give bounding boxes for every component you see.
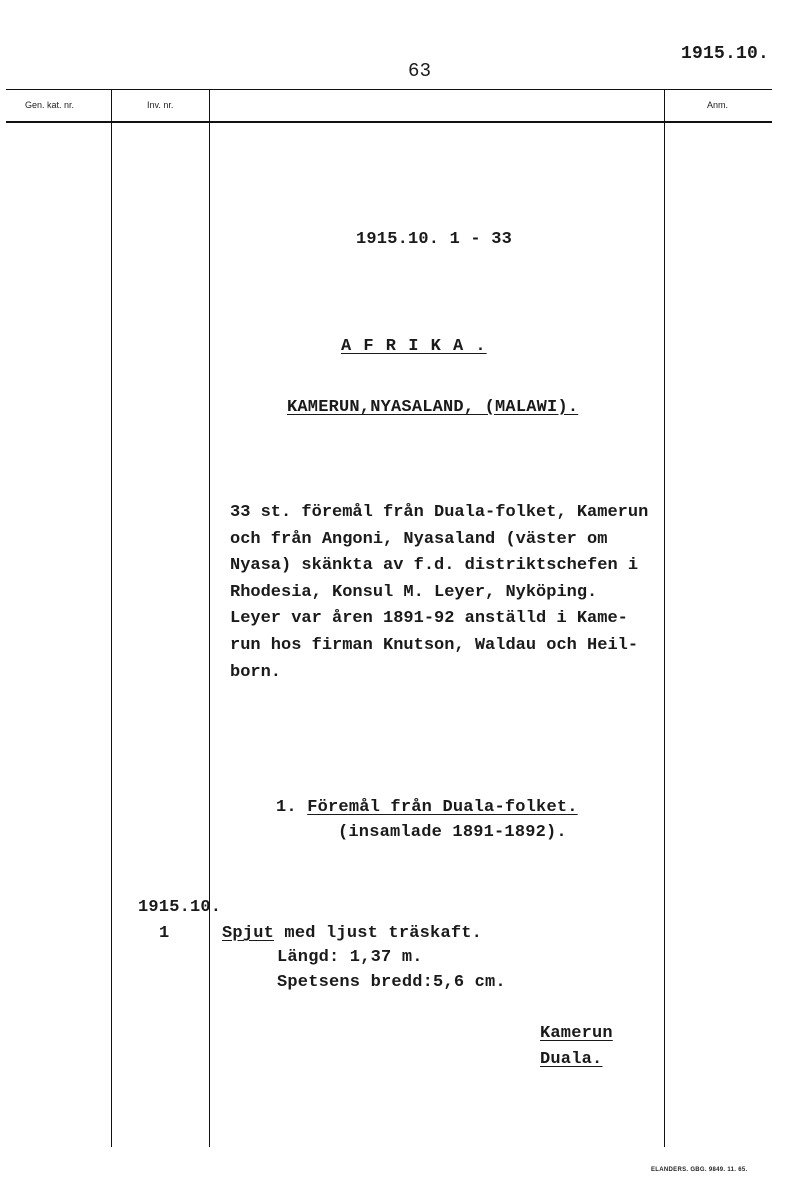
description-line: Leyer var åren 1891-92 anställd i Kame-: [230, 609, 628, 629]
section-title: Föremål från Duala-folket.: [307, 798, 578, 817]
column-rule-1: [111, 89, 112, 1147]
header-top-rule: [6, 89, 772, 90]
accession-number-header: 1915.10.: [681, 44, 770, 64]
item-origin-country: Kamerun: [540, 1024, 613, 1043]
column-header-inv: Inv. nr.: [147, 100, 174, 110]
continent-heading: A F R I K A .: [341, 337, 487, 356]
description-line: Nyasa) skänkta av f.d. distriktschefen i: [230, 556, 639, 576]
page-number: 63: [408, 60, 432, 82]
entry-description: [230, 500, 670, 686]
section-subtitle: (insamlade 1891-1892).: [338, 823, 567, 842]
header-bottom-rule: [6, 121, 772, 123]
column-rule-2: [209, 89, 210, 1147]
description-line: 33 st. föremål från Duala-folket, Kamerun: [230, 503, 649, 522]
item-length: Längd: 1,37 m.: [277, 948, 423, 967]
item-name-rest: med ljust träskaft.: [274, 924, 483, 943]
item-origin-people: Duala.: [540, 1050, 603, 1069]
region-heading: KAMERUN,NYASALAND, (MALAWI).: [287, 398, 579, 417]
description-line: och från Angoni, Nyasaland (väster om: [230, 529, 608, 549]
item-number: 1: [159, 924, 170, 943]
item-inv-prefix: 1915.10.: [138, 898, 222, 917]
item-title: [222, 924, 482, 943]
section-number: 1.: [276, 798, 297, 817]
item-tip-width: Spetsens bredd:5,6 cm.: [277, 973, 506, 992]
description-line: run hos firman Knutson, Waldau och Heil-: [230, 635, 639, 655]
section-heading: [276, 798, 578, 817]
column-header-gen-kat: Gen. kat. nr.: [25, 100, 75, 110]
item-name: Spjut: [222, 924, 275, 943]
printer-imprint: ELANDERS. GBG. 9849. 11. 65.: [651, 1167, 748, 1173]
column-header-anm: Anm.: [707, 100, 729, 110]
description-line: born.: [230, 662, 282, 682]
description-line: Rhodesia, Konsul M. Leyer, Nyköping.: [230, 582, 598, 602]
entry-range: 1915.10. 1 - 33: [356, 230, 513, 249]
